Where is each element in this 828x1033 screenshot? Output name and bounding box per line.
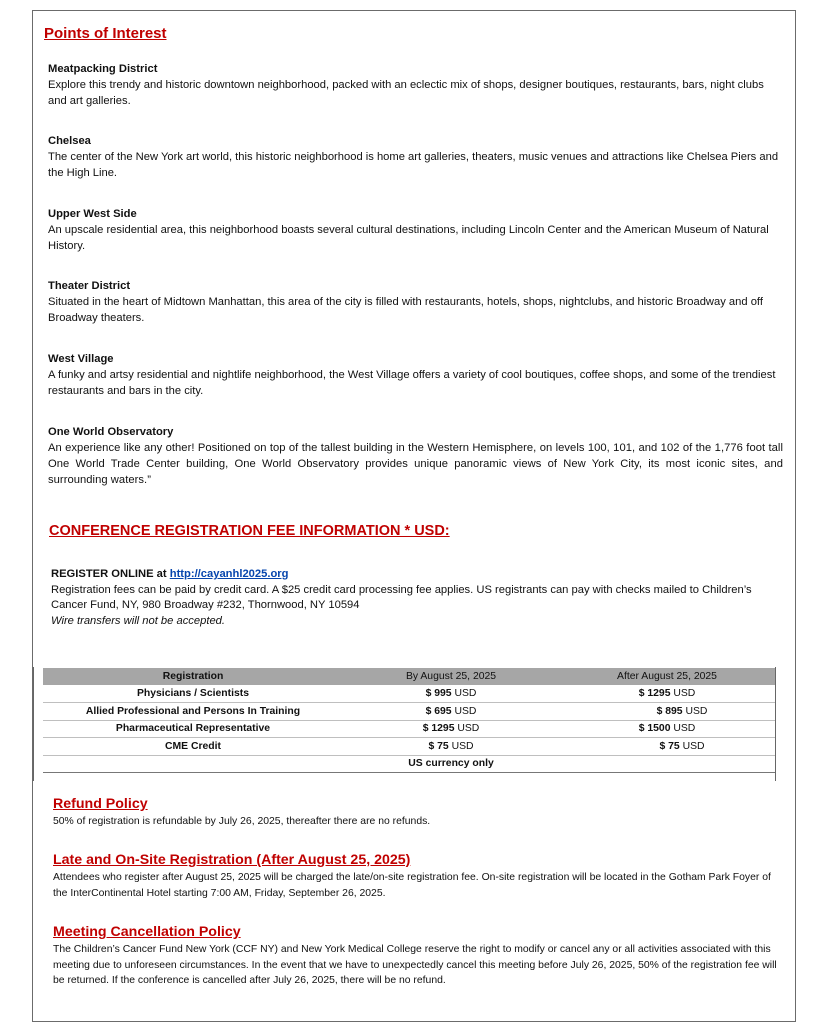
fee-category: CME Credit — [43, 738, 343, 756]
late-registration-section — [53, 851, 788, 901]
registration-info — [51, 567, 771, 629]
cancellation-policy-title: Meeting Cancellation Policy — [53, 924, 241, 940]
register-online-label: REGISTER ONLINE at — [51, 568, 170, 580]
refund-policy-section — [53, 795, 788, 830]
poi-description: An upscale residential area, this neighborhood boasts several cultural destinations, including Lincoln Center and the American Museum of Natural History. — [48, 224, 769, 252]
fee-early: $ 1295 USD — [343, 720, 559, 738]
table-left-border — [33, 667, 34, 781]
table-row — [43, 685, 775, 703]
poi-name: One World Observatory — [48, 426, 174, 438]
registration-link[interactable]: http://cayanhl2025.org — [169, 568, 289, 580]
registration-fee-table — [43, 668, 775, 773]
fee-early: $ 995 USD — [343, 685, 559, 703]
payment-info-text: Registration fees can be paid by credit card. A $25 credit card processing fee applies. US registrants can pay with checks mailed to Children’s Cancer Fund, NY, 980 Broadway #232, Thornwood, NY 10594 — [51, 583, 752, 611]
currency-note: US currency only — [343, 755, 559, 773]
poi-description: The center of the New York art world, this historic neighborhood is home art galleries, theaters, music venues and attractions like Chelsea Piers and the High Line. — [48, 151, 779, 179]
poi-description: An experience like any other! Positioned on top of the tallest building in the Western Hemisphere, on levels 100, 101, and 102 of the 1,776 foot tall One World Trade Center building, One World Observatory provides unique panoramic views of New York City, its most iconic sites, and surrounding waters.” — [48, 442, 783, 486]
poi-upper-west-side — [48, 206, 783, 254]
poi-description: Situated in the heart of Midtown Manhattan, this area of the city is filled with restaurants, hotels, shops, nightclubs, and historic Broadway and off Broadway theaters. — [48, 296, 763, 324]
poi-name: Chelsea — [48, 135, 91, 147]
header-after-date: After August 25, 2025 — [559, 668, 775, 685]
fee-early: $ 695 USD — [343, 703, 559, 721]
wire-transfer-note: Wire transfers will not be accepted. — [51, 614, 226, 627]
table-right-border — [775, 667, 776, 781]
table-row — [43, 703, 775, 721]
header-registration: Registration — [43, 668, 343, 685]
fee-late: $ 1500 USD — [559, 720, 775, 738]
fee-category: Physicians / Scientists — [43, 685, 343, 703]
fee-category: Pharmaceutical Representative — [43, 720, 343, 738]
late-registration-title: Late and On-Site Registration (After August 25, 2025) — [53, 852, 411, 868]
table-row — [43, 738, 775, 756]
header-by-date: By August 25, 2025 — [343, 668, 559, 685]
refund-policy-text: 50% of registration is refundable by July 26, 2025, thereafter there are no refunds. — [53, 816, 431, 827]
table-footer-row — [43, 755, 775, 773]
document-page — [32, 10, 796, 1022]
poi-west-village — [48, 351, 783, 399]
poi-chelsea — [48, 133, 783, 181]
cancellation-policy-text: The Children’s Cancer Fund New York (CCF NY) and New York Medical College reserve the right to modify or cancel any or all activities associated with this meeting due to unforeseen circumstances. In the event that we have to unexpectedly cancel this meeting before July 26, 2025, 50% of the registration fee will be returned. If the conference is cancelled after July 26, 2025, there will be no refund. — [53, 944, 777, 986]
points-of-interest-heading: Points of Interest — [44, 25, 167, 42]
registration-fee-heading: CONFERENCE REGISTRATION FEE INFORMATION * USD: — [49, 523, 450, 539]
table-row — [43, 720, 775, 738]
poi-theater-district — [48, 278, 783, 326]
fee-late: $ 895 USD — [559, 703, 775, 721]
fee-late: $ 75 USD — [559, 738, 775, 756]
fee-late: $ 1295 USD — [559, 685, 775, 703]
fee-category: Allied Professional and Persons In Training — [43, 703, 343, 721]
poi-description: A funky and artsy residential and nightlife neighborhood, the West Village offers a variety of cool boutiques, coffee shops, and some of the trendiest restaurants and bars in the city. — [48, 369, 776, 397]
poi-name: Theater District — [48, 280, 131, 292]
refund-policy-title: Refund Policy — [53, 796, 148, 812]
poi-name: Meatpacking District — [48, 63, 158, 75]
poi-one-world-observatory — [48, 424, 783, 488]
poi-name: West Village — [48, 353, 114, 365]
poi-description: Explore this trendy and historic downtown neighborhood, packed with an eclectic mix of shops, designer boutiques, restaurants, bars, night clubs and art galleries. — [48, 79, 764, 107]
poi-meatpacking — [48, 61, 783, 109]
cancellation-policy-section — [53, 923, 788, 989]
table-header-row — [43, 668, 775, 685]
fee-early: $ 75 USD — [343, 738, 559, 756]
poi-name: Upper West Side — [48, 208, 137, 220]
late-registration-text: Attendees who register after August 25, 2025 will be charged the late/on-site registration fee. On-site registration will be located in the Gotham Park Foyer of the InterContinental Hotel starting 7:00 AM, Friday, September 26, 2025. — [53, 872, 771, 899]
